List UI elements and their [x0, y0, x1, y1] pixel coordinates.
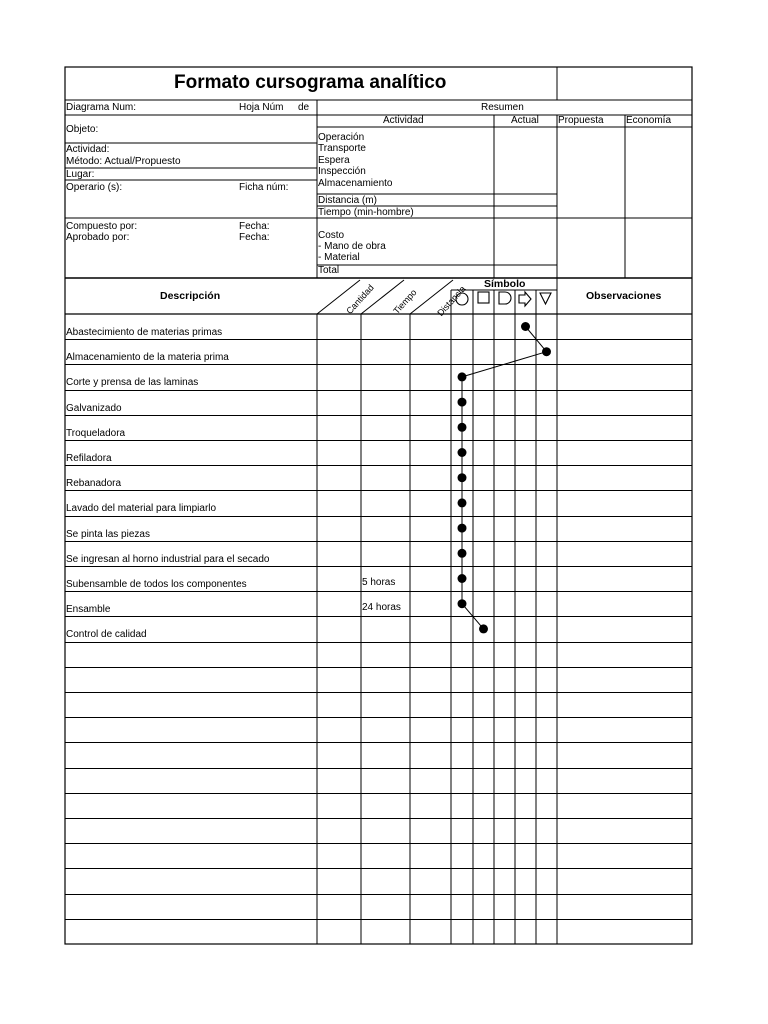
descripcion-header: Descripción [160, 290, 221, 302]
actividad-label: Actividad: [66, 144, 110, 155]
total-label: Total [318, 265, 340, 276]
distancia-label: Distancia (m) [318, 195, 377, 206]
storage-triangle-icon [540, 293, 551, 304]
flow-dot [458, 599, 467, 608]
symbol-header-icons [456, 292, 551, 306]
lugar-label: Lugar: [66, 169, 95, 180]
row-description: Refiladora [66, 453, 112, 464]
tiempo-label: Tiempo (min-hombre) [318, 207, 414, 218]
flow-dot [458, 574, 467, 583]
col-economia: Economía [626, 115, 672, 126]
observaciones-header: Observaciones [586, 290, 662, 302]
row-description: Abastecimiento de materias primas [66, 327, 223, 338]
costo-label: Costo [318, 230, 345, 241]
page-title: Formato cursograma analítico [174, 72, 447, 93]
mano-obra-label: - Mano de obra [318, 241, 386, 252]
flow-dot [458, 498, 467, 507]
flow-dot [458, 549, 467, 558]
delay-d-icon [499, 292, 511, 304]
col-actividad: Actividad [383, 115, 424, 126]
flow-dot [521, 322, 530, 331]
tiempo-header: Tiempo [391, 287, 419, 317]
transport-arrow-icon [519, 292, 531, 306]
row-description: Ensamble [66, 604, 111, 616]
row-description: Corte y prensa de las laminas [66, 377, 199, 389]
row-description: Control de calidad [66, 629, 147, 641]
flow-dot [458, 473, 467, 482]
flow-dot [479, 624, 488, 633]
fecha-1-label: Fecha: [239, 221, 270, 232]
compuesto-label: Compuesto por: [66, 221, 138, 232]
row-tiempo: 5 horas [362, 577, 396, 588]
row-description: Subensamble de todos los componentes [66, 579, 247, 590]
inspeccion-label: Inspección [318, 166, 366, 177]
row-description: Lavado del material para limpiarlo [66, 503, 217, 515]
flow-dot [458, 524, 467, 533]
flow-dot [458, 398, 467, 407]
flow-dot [458, 423, 467, 432]
aprobado-label: Aprobado por: [66, 232, 130, 243]
transporte-label: Transporte [318, 143, 366, 154]
resumen-title: Resumen [481, 102, 524, 113]
row-description: Almacenamiento de la materia prima [66, 352, 229, 364]
flow-dot [458, 372, 467, 381]
row-description: Se ingresan al horno industrial para el secado [66, 553, 270, 565]
simbolo-header: Símbolo [484, 278, 526, 290]
operacion-label: Operación [318, 132, 365, 143]
row-description: Troqueladora [66, 427, 126, 439]
row-description: Se pinta las piezas [66, 528, 150, 540]
row-description: Galvanizado [66, 402, 122, 414]
diagrama-label: Diagrama Num: [66, 102, 137, 113]
distancia-header: Distancia [435, 283, 468, 319]
inspection-square-icon [478, 292, 489, 303]
cantidad-header: Cantidad [344, 282, 376, 317]
fecha-2-label: Fecha: [239, 232, 270, 243]
flow-dot [542, 347, 551, 356]
operario-label: Operario (s): [66, 182, 123, 193]
col-propuesta: Propuesta [558, 115, 604, 126]
hoja-label: Hoja Núm [239, 102, 284, 113]
espera-label: Espera [318, 155, 350, 166]
row-description: Rebanadora [66, 478, 122, 490]
material-label: - Material [318, 252, 360, 263]
flow-dot [458, 448, 467, 457]
almacenamiento-label: Almacenamiento [318, 178, 393, 189]
objeto-label: Objeto: [66, 124, 99, 135]
row-tiempo: 24 horas [362, 602, 401, 614]
col-actual: Actual [511, 115, 539, 126]
de-label: de [298, 102, 310, 113]
ficha-label: Ficha núm: [239, 182, 289, 193]
metodo-label: Método: Actual/Propuesto [66, 156, 181, 167]
